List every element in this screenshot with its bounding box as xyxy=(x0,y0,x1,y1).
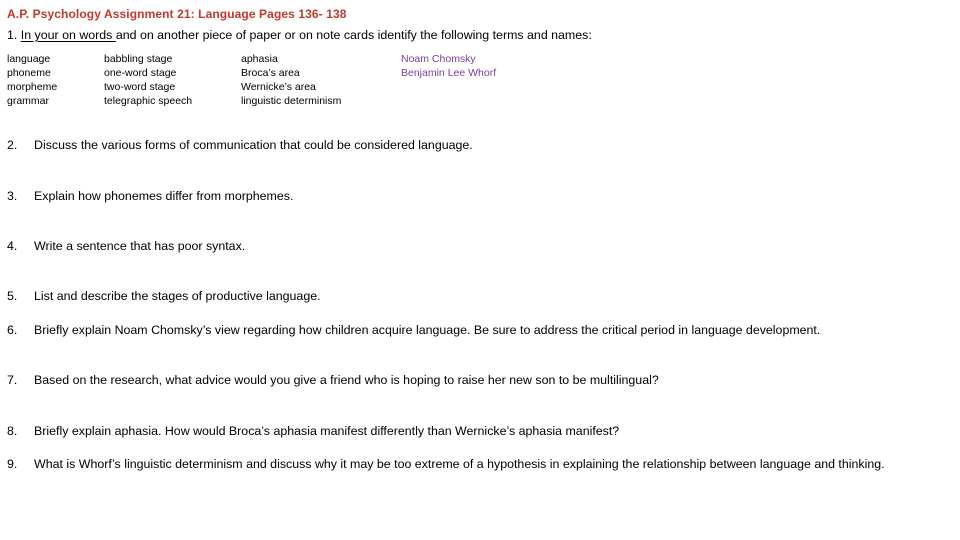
question-number: 8. xyxy=(7,424,18,438)
term-item: one-word stage xyxy=(104,67,177,79)
names-column xyxy=(401,52,496,80)
question-number: 2. xyxy=(7,138,18,152)
term-item: linguistic determinism xyxy=(241,95,342,107)
term-item: babbling stage xyxy=(104,53,173,65)
question-number: 4. xyxy=(7,239,18,253)
question-3 xyxy=(7,189,293,203)
question-text: Briefly explain Noam Chomsky’s view regarding how children acquire language. Be sure to address the critical period in language development. xyxy=(34,323,821,337)
question-6 xyxy=(7,323,820,337)
question-4 xyxy=(7,239,245,253)
question-text: Explain how phonemes differ from morphemes. xyxy=(34,189,294,203)
instruction-number: 1. xyxy=(7,28,21,42)
question-7 xyxy=(7,373,659,387)
question-9 xyxy=(7,457,885,471)
name-item: Noam Chomsky xyxy=(401,53,476,65)
term-item: Broca’s area xyxy=(241,67,300,79)
term-item: morpheme xyxy=(7,81,58,93)
question-text: What is Whorf’s linguistic determinism and discuss why it may be too extreme of a hypothesis in explaining the relationship between language and thinking. xyxy=(34,457,885,471)
term-item: telegraphic speech xyxy=(104,95,193,107)
term-item: grammar xyxy=(7,95,50,107)
question-text: Based on the research, what advice would you give a friend who is hoping to raise her new son to be multilingual? xyxy=(34,373,659,387)
question-2 xyxy=(7,138,473,152)
term-item: phoneme xyxy=(7,67,51,79)
instruction-text: and on another piece of paper or on note cards identify the following terms and names: xyxy=(115,28,592,42)
term-item: Wernicke’s area xyxy=(241,81,316,93)
term-item: aphasia xyxy=(241,53,278,65)
term-item: language xyxy=(7,53,51,65)
question-8 xyxy=(7,424,619,438)
question-number: 7. xyxy=(7,373,18,387)
instruction-line xyxy=(7,28,592,42)
question-number: 9. xyxy=(7,457,18,471)
question-text: Write a sentence that has poor syntax. xyxy=(34,239,246,253)
question-text: Briefly explain aphasia. How would Broca’s aphasia manifest differently than Wernicke’s aphasia manifest? xyxy=(34,424,620,438)
question-text: List and describe the stages of productive language. xyxy=(34,289,321,303)
name-item: Benjamin Lee Whorf xyxy=(401,67,497,79)
term-item: two-word stage xyxy=(104,81,176,93)
instruction-underlined-text: In your on words xyxy=(20,28,116,42)
question-number: 6. xyxy=(7,323,18,337)
terms-column-3 xyxy=(241,52,341,108)
terms-column-2 xyxy=(104,52,192,108)
assignment-title: A.P. Psychology Assignment 21: Language Pages 136- 138 xyxy=(7,7,347,21)
question-number: 5. xyxy=(7,289,18,303)
question-text: Discuss the various forms of communication that could be considered language. xyxy=(34,138,473,152)
question-5 xyxy=(7,289,321,303)
question-number: 3. xyxy=(7,189,18,203)
terms-column-1 xyxy=(7,52,57,108)
